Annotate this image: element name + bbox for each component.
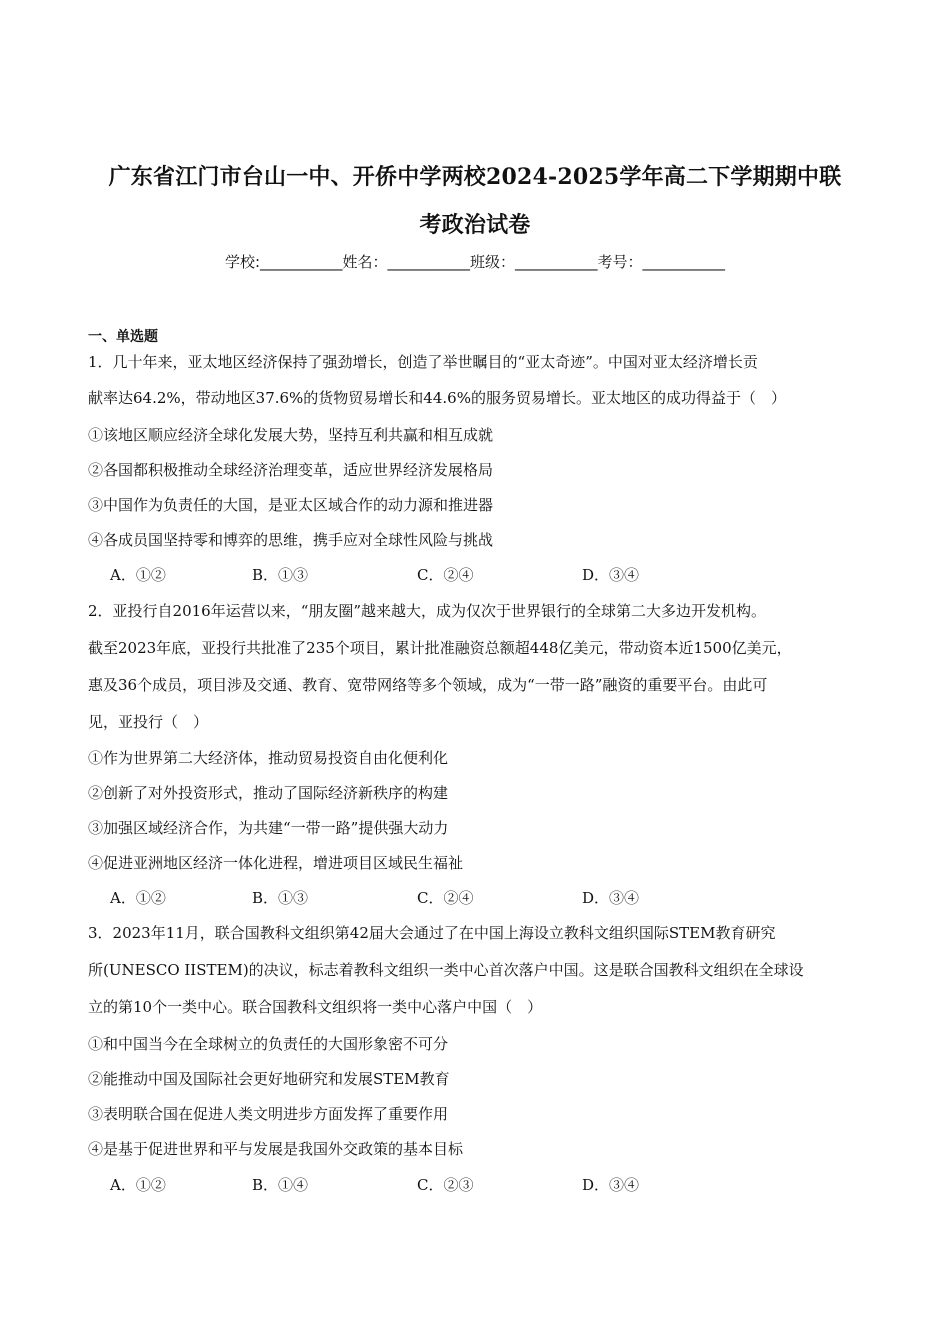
question-2-stem-line-1: 2．亚投行自2016年运营以来，“朋友圈”越来越大，成为仅次于世界银行的全球第二大多边开发机构。 [88, 602, 767, 620]
page-title-line-2: 考政治试卷 [419, 212, 531, 238]
question-2-stem-line-3: 惠及36个成员，项目涉及交通、教育、宽带网络等多个领域，成为“一带一路”融资的重要平台。由此可 [88, 676, 768, 694]
question-2-option-d: D．③④ [582, 889, 640, 907]
question-2-statement-2: ②创新了对外投资形式，推动了国际经济新秩序的构建 [88, 784, 449, 802]
question-3-statement-2: ②能推动中国及国际社会更好地研究和发展STEM教育 [88, 1070, 450, 1088]
question-2-stem-line-4: 见，亚投行（ ） [88, 713, 209, 731]
question-2-option-c: C．②④ [417, 889, 474, 907]
question-2-option-a: A．①② [110, 889, 166, 907]
question-1-options [110, 564, 810, 586]
page-title-line-1: 广东省江门市台山一中、开侨中学两校2024-2025学年高二下学期期中联 [108, 164, 842, 190]
question-1-statement-2: ②各国都积极推动全球经济治理变革，适应世界经济发展格局 [88, 461, 494, 479]
question-2-statement-4: ④促进亚洲地区经济一体化进程，增进项目区域民生福祉 [88, 854, 464, 872]
section-heading: 一、单选题 [88, 329, 158, 345]
question-2-statement-1: ①作为世界第二大经济体，推动贸易投资自由化便利化 [88, 749, 449, 767]
question-3-statement-4: ④是基于促进世界和平与发展是我国外交政策的基本目标 [88, 1140, 464, 1158]
question-3-stem-line-1: 3．2023年11月，联合国教科文组织第42届大会通过了在中国上海设立教科文组织国际STEM教育研究 [88, 924, 776, 942]
student-info-line: 学校:___________姓名：___________班级：___________考号：___________ [224, 253, 726, 271]
question-2-stem-line-2: 截至2023年底，亚投行共批准了235个项目，累计批准融资总额超448亿美元，带动资本近1500亿美元， [88, 639, 792, 657]
question-1-option-d: D．③④ [582, 566, 640, 584]
question-2-options [110, 887, 810, 909]
question-1-statement-3: ③中国作为负责任的大国，是亚太区域合作的动力源和推进器 [88, 496, 494, 514]
question-2-option-b: B．①③ [252, 889, 309, 907]
question-1-statement-4: ④各成员国坚持零和博弈的思维，携手应对全球性风险与挑战 [88, 531, 494, 549]
question-3-option-a: A．①② [110, 1176, 166, 1194]
question-1-option-c: C．②④ [417, 566, 474, 584]
question-1-statement-1: ①该地区顺应经济全球化发展大势，坚持互利共赢和相互成就 [88, 426, 494, 444]
question-3-stem-line-3: 立的第10个一类中心。联合国教科文组织将一类中心落户中国（ ） [88, 998, 543, 1016]
question-3-option-b: B．①④ [252, 1176, 309, 1194]
question-2-statement-3: ③加强区域经济合作，为共建“一带一路”提供强大动力 [88, 819, 449, 837]
question-1-stem-line-2: 献率达64.2%，带动地区37.6%的货物贸易增长和44.6%的服务贸易增长。亚太地区的成功得益于（ ） [88, 389, 786, 407]
question-1-option-a: A．①② [110, 566, 166, 584]
question-3-option-c: C．②③ [417, 1176, 474, 1194]
question-3-option-d: D．③④ [582, 1176, 640, 1194]
question-1-option-b: B．①③ [252, 566, 309, 584]
question-1-stem-line-1: 1．几十年来，亚太地区经济保持了强劲增长，创造了举世瞩目的“亚太奇迹”。中国对亚太经济增长贡 [88, 353, 758, 371]
question-3-stem-line-2: 所(UNESCO IISTEM)的决议，标志着教科文组织一类中心首次落户中国。这是联合国教科文组织在全球设 [88, 961, 804, 979]
question-3-statement-3: ③表明联合国在促进人类文明进步方面发挥了重要作用 [88, 1105, 449, 1123]
question-3-options [110, 1174, 810, 1196]
question-3-statement-1: ①和中国当今在全球树立的负责任的大国形象密不可分 [88, 1035, 449, 1053]
